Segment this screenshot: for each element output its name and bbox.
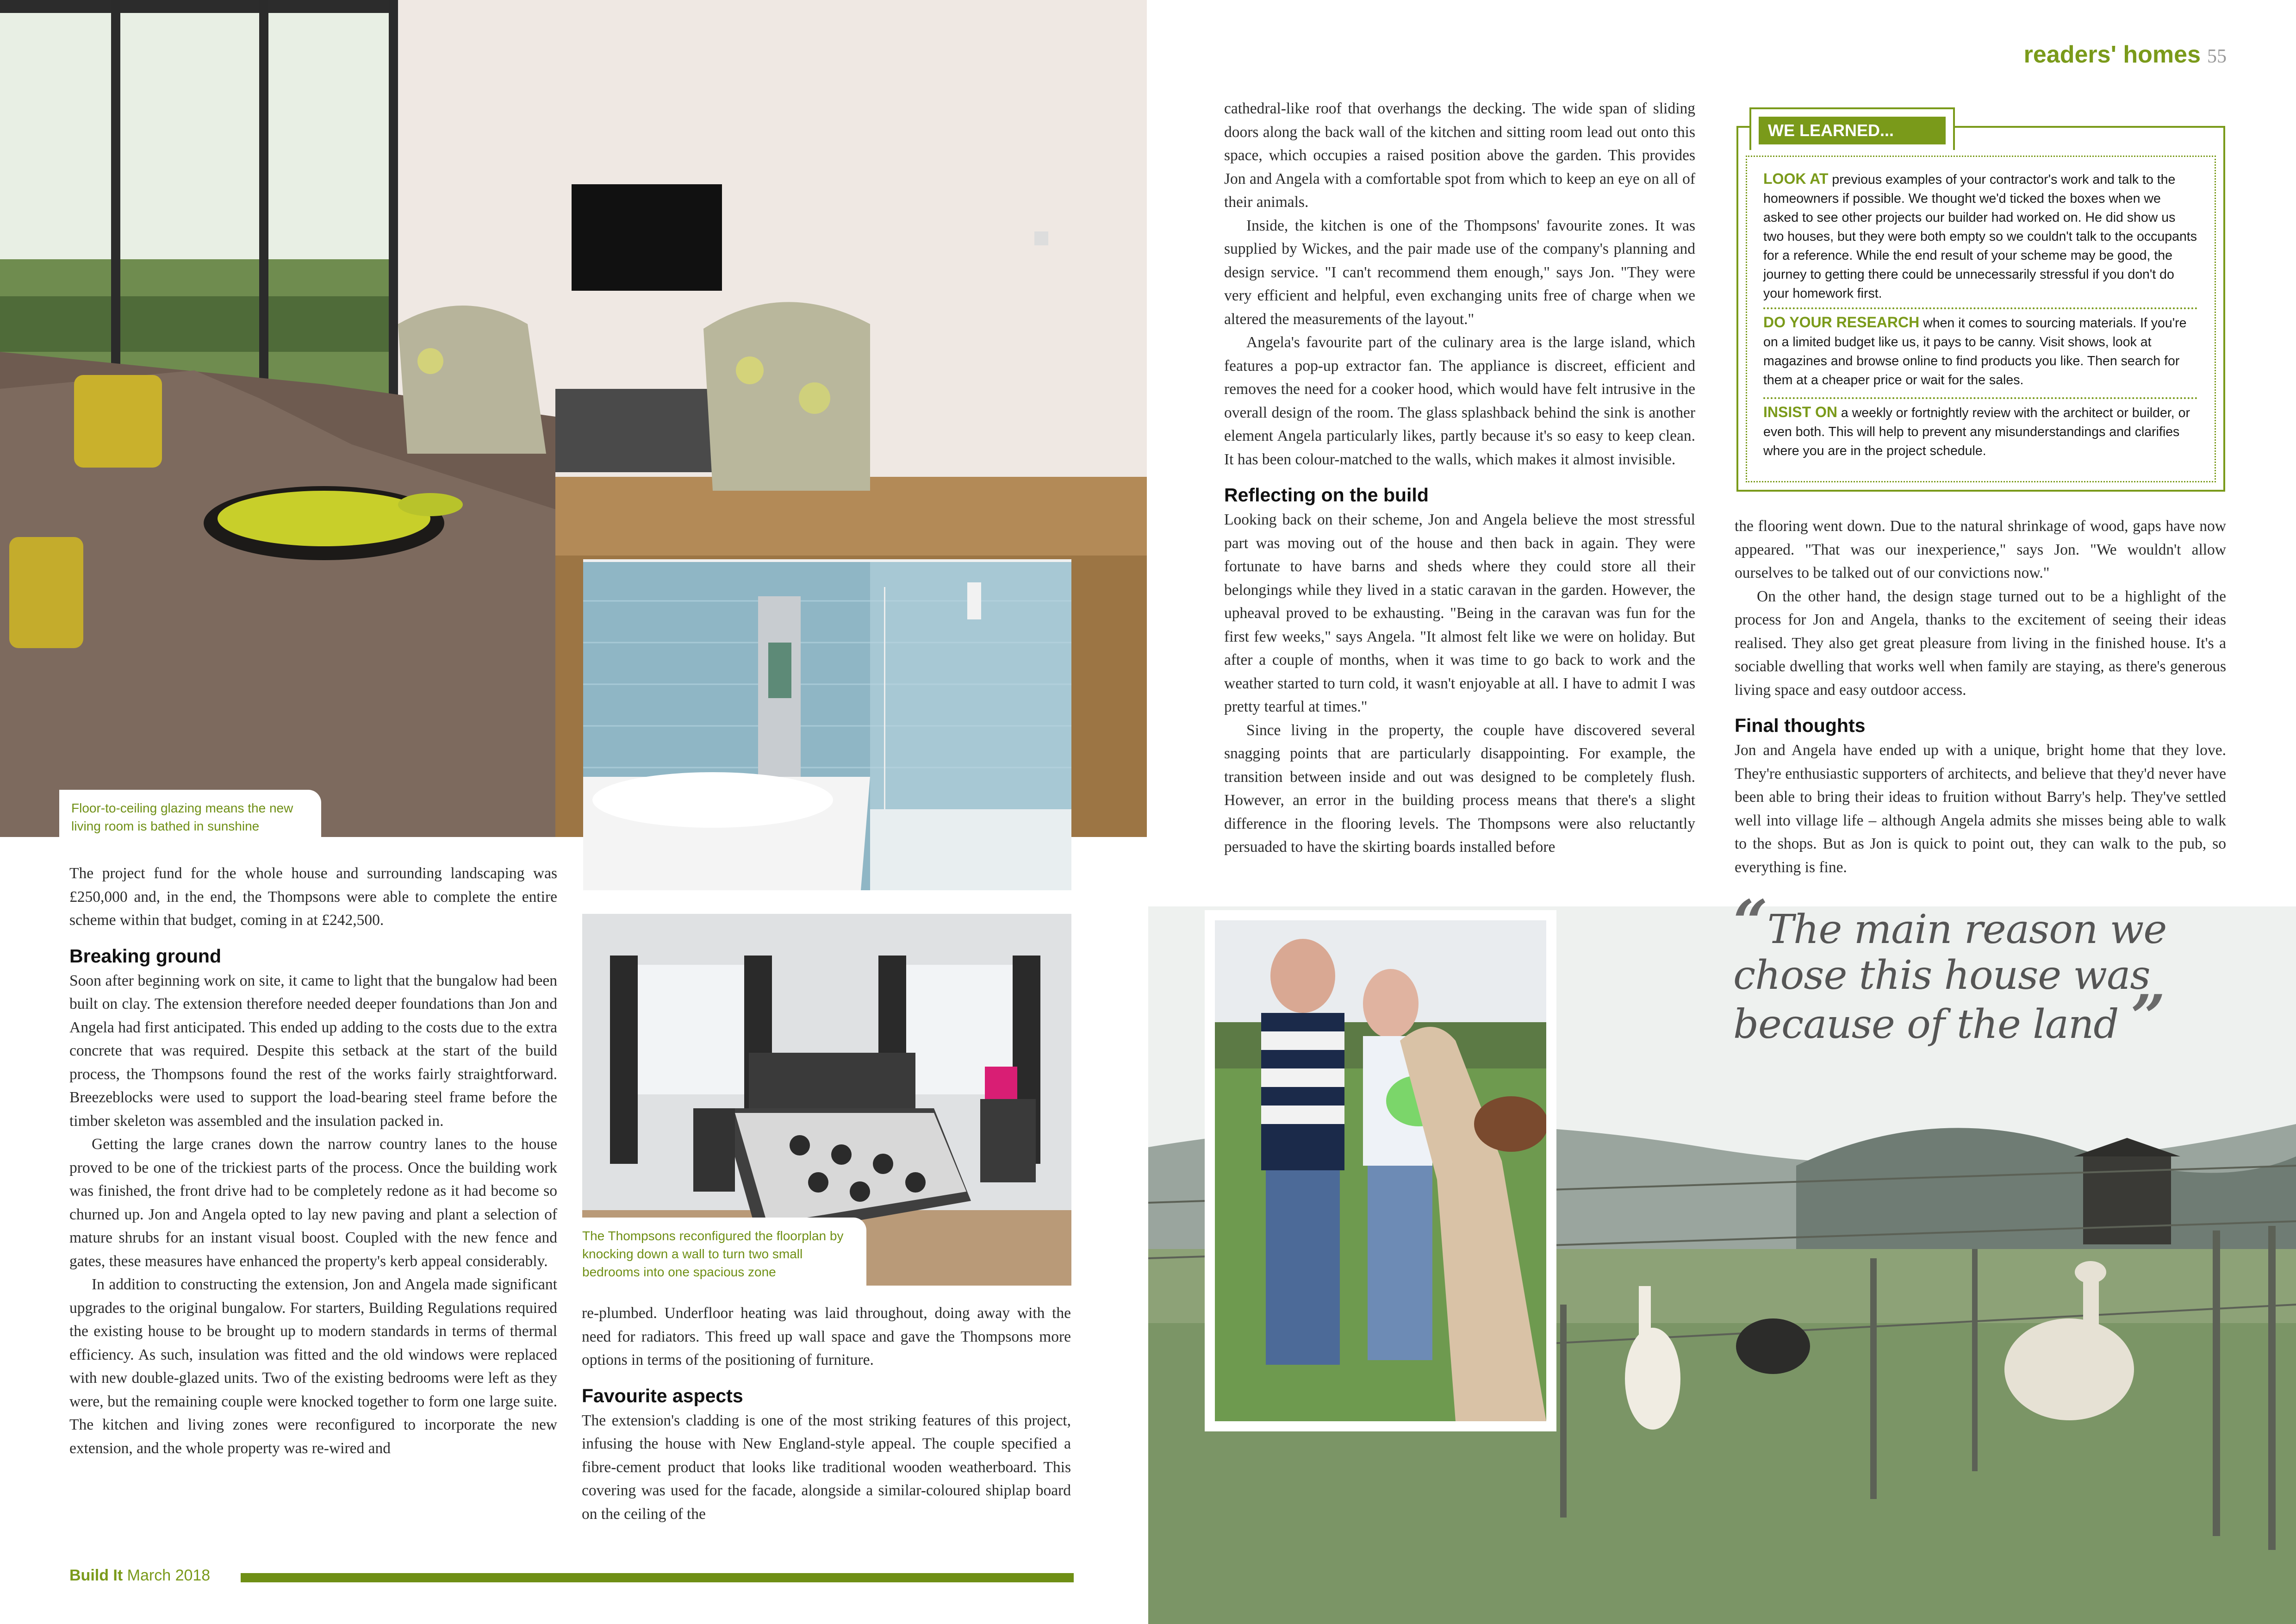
tip-text: previous examples of your contractor's work and talk to the homeowners if possible. We thought we'd ticked the boxes when we asked to see other projects our builder had worked on. He did show us two houses, but they were both empty so we couldn't talk to the occupants for a reference. While the end result of your scheme may be good, the journey to getting there could be unnecessarily stressful if you don't do your homework first. [1763,172,2197,301]
bedroom-caption [570,1218,866,1296]
caption-text: The Thompsons reconfigured the floorplan by knocking down a wall to turn two small bedrooms into one spacious zone [582,1229,844,1279]
body-paragraph: Soon after beginning work on site, it came to light that the bungalow had been built on clay. The extension therefore needed deeper foundations than Jon and Angela had first anticipated. This ended up adding to the costs due to the extra concrete that was required. Despite this setback at the start of the build process, the Thompsons found the rest of the works fairly straightforward. Breezeblocks were used to support the load-bearing steel frame before the timber skeleton was assembled and the insulation packed in. [69,972,557,1130]
subheading-favourite-aspects: Favourite aspects [582,1385,743,1406]
text-column-1 [69,862,557,1460]
bathroom-photo [583,559,1071,890]
body-paragraph: Jon and Angela have ended up with a unique, bright home that they love. They're enthusiastic supporters of architects, and believe that they'd never have been able to bring their ideas to fruition without Barry's help. They've settled well into village life – although Angela admits she misses being able to walk to the shops. But as Jon is quick to point out, they can walk to the pub, so everything is fine. [1735,742,2226,876]
tip-divider [1763,397,2197,399]
subheading-reflecting: Reflecting on the build [1224,484,1429,506]
tip-text: a weekly or fortnightly review with the architect or builder, or even both. This will help to prevent any misunderstandings and clarifies where you are in the project schedule. [1763,406,2190,458]
footer-brand: Build It [69,1567,123,1584]
tip-divider [1763,307,2197,309]
page-footer [69,1567,210,1585]
body-paragraph: the flooring went down. Due to the natural shrinkage of wood, gaps have now appeared. "That was our inexperience," says Jon. "We wouldn't allow ourselves to be talked out of our convictions now." [1735,518,2226,581]
running-head [2024,41,2227,69]
body-paragraph: Getting the large cranes down the narrow country lanes to the house proved to be one of the trickiest parts of the process. Once the building work was finished, the front drive had to be completely redone as it had become so churned up. Jon and Angela opted to lay new paving and plant a selection of mature shrubs for an instant visual boost. Coupled with the new fence and gates, these measures have enhanced the property's kerb appeal considerably. [69,1136,557,1270]
tip-lead: LOOK AT [1763,170,1829,187]
page-number: 55 [2207,46,2227,67]
tip-insist-on [1763,403,2197,461]
open-quote-mark: “ [1733,887,1767,957]
body-paragraph: re-plumbed. Underfloor heating was laid throughout, doing away with the need for radiators. This freed up wall space and gave the Thompsons more options in terms of the positioning of furniture. [582,1305,1071,1368]
tip-look-at [1763,169,2197,303]
caption-text: Floor-to-ceiling glazing means the new living room is bathed in sunshine [71,801,293,833]
close-quote-mark: ” [2130,981,2165,1052]
body-paragraph: Looking back on their scheme, Jon and Angela believe the most stressful part was moving out of the house and then back in again. They were fortunate to have barns and sheds where they could store all their belongings while they lived in a static caravan in the garden. However, the upheaval proved to be exhausting. "Being in the caravan was fun for the first few weeks," says Angela. "It almost felt like we were on holiday. But after a couple of months, when it was time to go back to work and the weather started to turn cold, it wasn't enjoyable at all. I have to admit I was pretty tearful at times." [1224,511,1695,715]
tip-text: when it comes to sourcing materials. If you're on a limited budget like us, it pays to be canny. Visit shows, look at magazines and browse online to find products you like. Then search for them at a cheaper price or wait for the sales. [1763,316,2187,387]
body-paragraph: Since living in the property, the couple have discovered several snagging points that are particularly disappointing. For example, the transition between inside and out was designed to be completely flush. However, an error in the building process means that there's a slight difference in the flooring levels. The Thompsons were also reluctantly persuaded to have the skirting boards installed before [1224,721,1695,856]
couple-with-alpaca-photo [1205,910,1556,1431]
section-title: readers' homes [2023,41,2201,68]
text-column-4 [1735,515,2226,879]
text-column-2 [582,1302,1071,1526]
body-paragraph: The extension's cladding is one of the most striking features of this project, infusing the house with New England-style appeal. The couple specified a fibre-cement product that looks like traditional wooden weatherboard. This covering was used for the facade, alongside a similar-coloured shiplap board on the ceiling of the [582,1412,1071,1523]
subheading-breaking-ground: Breaking ground [69,945,222,967]
body-paragraph: cathedral-like roof that overhangs the decking. The wide span of sliding doors along the back wall of the kitchen and sitting room lead out onto this space, which occupies a raised position above the garden. This provides Jon and Angela with a comfortable spot from which to keep an eye on all of their animals. [1224,100,1695,211]
subheading-final-thoughts: Final thoughts [1735,715,1866,736]
body-paragraph: The project fund for the whole house and surrounding landscaping was £250,000 and, in the end, the Thompsons were able to complete the entire scheme within that budget, coming in at £242,500. [69,865,557,929]
text-column-3 [1224,97,1695,859]
body-paragraph: Angela's favourite part of the culinary area is the large island, which features a pop-up extractor fan. The appliance is discreet, efficient and removes the need for a cooker hood, which would have felt intrusive in the overall design of the room. The glass splashback behind the sink is another element Angela particularly likes, partly because it's so easy to keep clean. It has been colour-matched to the walls, which makes it almost invisible. [1224,334,1695,468]
tip-do-your-research [1763,313,2197,390]
footer-issue: March 2018 [127,1567,211,1584]
tip-lead: INSIST ON [1763,404,1838,420]
we-learned-title: WE LEARNED... [1759,117,1946,144]
pull-quote-text: The main reason we chose this house was because of the land [1733,906,2167,1048]
we-learned-tab [1749,107,1955,150]
living-room-caption [59,790,321,847]
body-paragraph: In addition to constructing the extension, Jon and Angela made significant upgrades to the original bungalow. For starters, Building Regulations required the existing house to be brought up to modern standards in terms of thermal efficiency. As such, insulation was fitted and the old windows were replaced with new double-glazed units. Two of the existing bedrooms were left as they were, but the remaining couple were knocked together to form one large suite. The kitchen and living zones were reconfigured to incorporate the new extension, and the whole property was re-wired and [69,1276,557,1457]
pull-quote [1733,887,2242,1052]
tip-lead: DO YOUR RESEARCH [1763,314,1920,331]
footer-rule [241,1573,1074,1582]
we-learned-box [1736,121,2225,492]
body-paragraph: On the other hand, the design stage turned out to be a highlight of the process for Jon and Angela, thanks to the excitement of seeing their ideas realised. They also get great pleasure from living in the finished house. It's a sociable dwelling that works well when family are staying, as there's generous living space and easy outdoor access. [1735,587,2226,699]
body-paragraph: Inside, the kitchen is one of the Thompsons' favourite zones. It was supplied by Wickes, and the pair made use of the company's planning and design service. "I can't recommend them enough," says Jon. "They were very efficient and helpful, even exchanging units free of charge when we altered the measurements of the layout." [1224,217,1695,328]
